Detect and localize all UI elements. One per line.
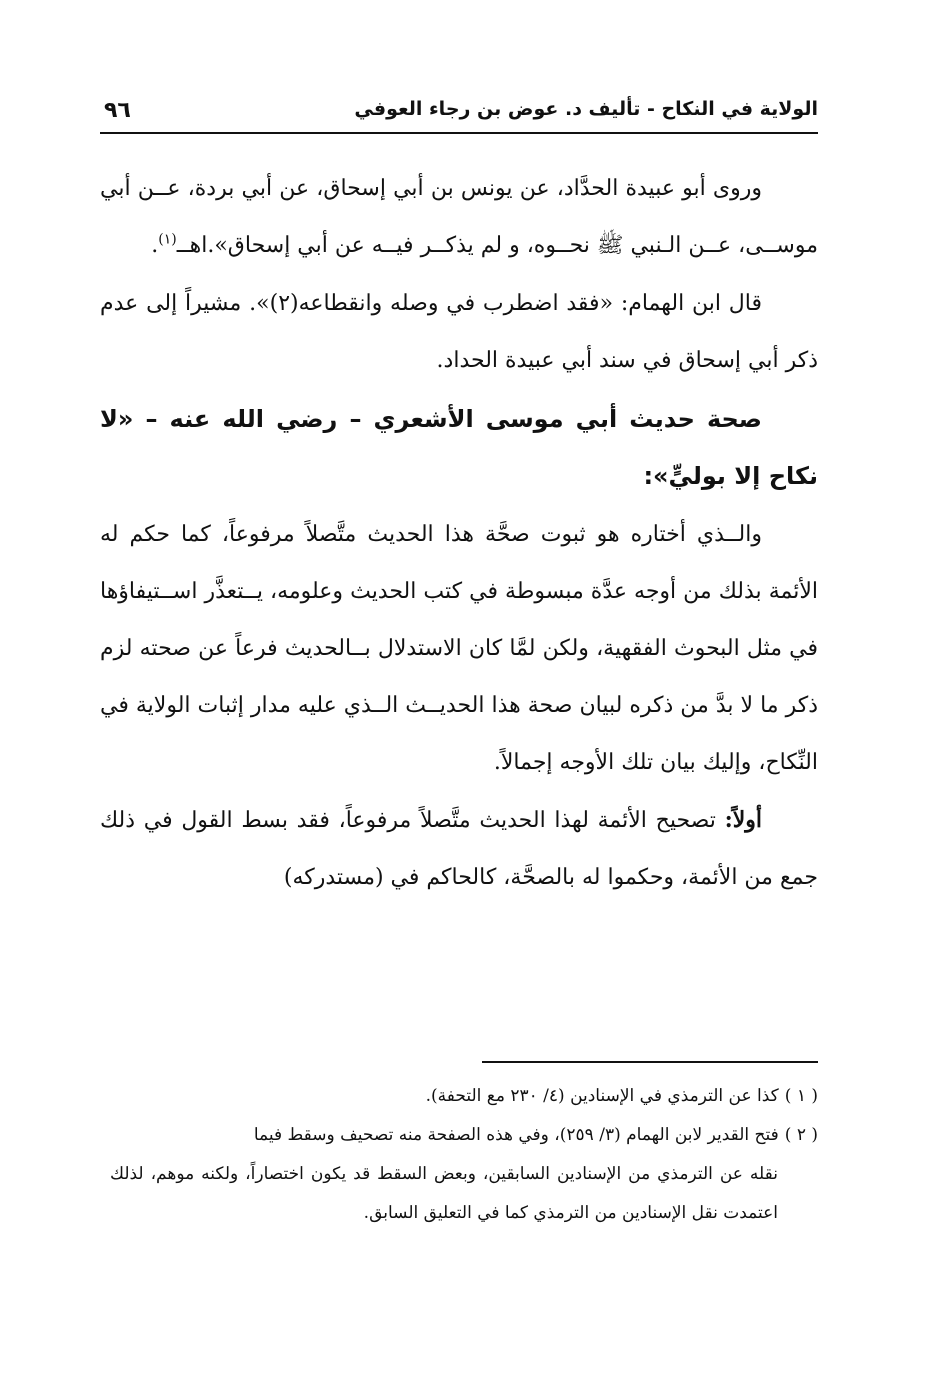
footnote-2-text: فتح القدير لابن الهمام (٣/ ٢٥٩)، وفي هذه الصفحة منه تصحيف وسقط فيما [253,1125,779,1145]
footnote-2 [110,1116,818,1155]
paragraph-4 [100,792,818,906]
paragraph-1-text: وروى أبو عبيدة الحدَّاد، عن يونس بن أبي إسحاق، عن أبي بردة، عــن أبي موســى، عــن الـنبي ﷺ نحــوه، و لم يذكــر فيــه عن أبي إسحاق».اهــ [100,176,818,258]
footnote-2-number: ( ٢ ) [784,1125,818,1145]
footnote-2-continuation: نقله عن الترمذي من الإسنادين السابقين، وبعض السقط قد يكون اختصاراً، ولكنه موهم، لذلك اعتمدت نقل الإسنادين من الترمذي كما في التعليق السابق. [110,1164,778,1223]
main-text [100,160,818,907]
footnote-1 [110,1077,818,1116]
footnote-1-number: ( ١ ) [784,1086,818,1106]
paragraph-4-lead: أولاً: [724,807,762,833]
paragraph-1 [100,160,818,274]
footnote-ref-1: (١) [158,231,177,248]
header-title: الولاية في النكاح - تأليف د. عوض بن رجاء العوفي [354,98,818,120]
footnote-separator [482,1061,818,1063]
page-number: ٩٦ [104,98,131,123]
footnote-1-text: كذا عن الترمذي في الإسنادين (٤/ ٢٣٠ مع التحفة). [425,1086,779,1106]
section-heading: صحة حديث أبي موسى الأشعري – رضي الله عنه – «لا نكاح إلا بوليٍّ»: [100,405,818,490]
paragraph-1-end: . [151,233,159,258]
paragraph-2: قال ابن الهمام: «فقد اضطرب في وصله وانقطاعه(٢)». مشيراً إلى عدم ذكر أبي إسحاق في سند أبي عبيدة الحداد. [100,291,818,373]
paragraph-3: والــذي أختاره هو ثبوت صحَّة هذا الحديث متَّصلاً مرفوعاً، كما حكم له الأئمة بذلك من أوجه عدَّة مبسوطة في كتب الحديث وعلومه، يــتعذَّر اســتيفاؤها في مثل البحوث الفقهية، ولكن لمَّا كان الاستدلال بــالحديث فرعاً عن صحته لزم ذكر ما لا بدَّ من ذكره لبيان صحة هذا الحديــث الــذي عليه مدار إثبات الولاية في النِّكاح، وإليك بيان تلك الأوجه إجمالاً. [100,522,818,775]
paragraph-4-text: تصحيح الأئمة لهذا الحديث متَّصلاً مرفوعاً، فقد بسط القول في ذلك جمع من الأئمة، وحكموا له بالصحَّة، كالحاكم في (مستدركه) [100,808,818,890]
running-header [100,96,818,134]
footnotes [110,1077,818,1233]
